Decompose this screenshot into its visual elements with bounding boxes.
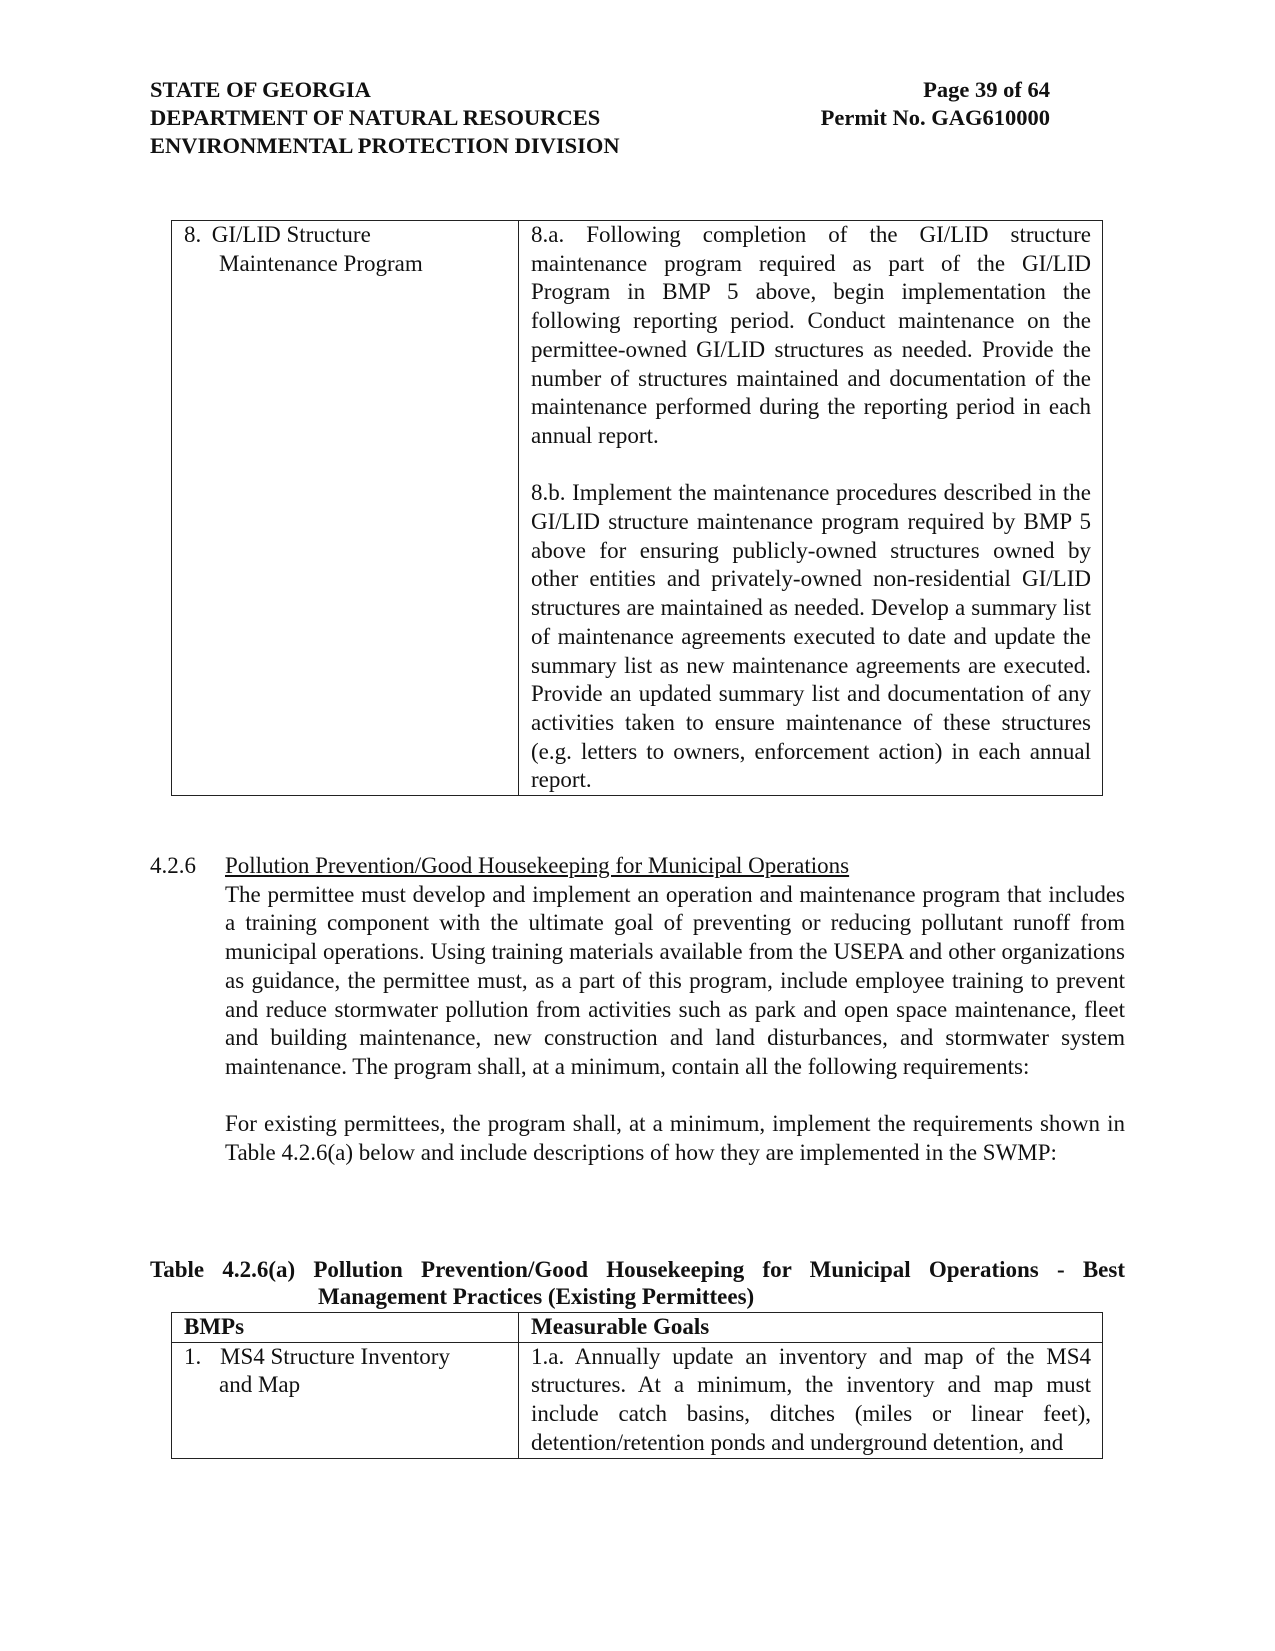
section-4-2-6 [150,852,1125,1168]
header-department: DEPARTMENT OF NATURAL RESOURCES [150,105,601,130]
bmp-number: 8. [184,222,202,247]
goal-8b: 8.b. Implement the maintenance procedures described in the GI/LID structure maintenance program required by BMP 5 above for ensuring publicly-owned structures owned by other entities and privately-owned non-residential GI/LID structures are maintained as needed. Develop a summary list of maintenance agreements executed to date and update the summary list as new maintenance agreements are executed. Provide an updated summary list and documentation of any activities taken to ensure maintenance of these structures (e.g. letters to owners, enforcement action) in each annual report. [531,480,1091,793]
permit-number: Permit No. GAG610000 [820,105,1050,130]
table-row [172,1342,1103,1458]
column-header-measurable-goals: Measurable Goals [519,1313,1103,1343]
section-heading [150,852,1125,881]
bmp-name-line1: GI/LID Structure [211,222,371,247]
bmp-name-line2: and Map [219,1372,301,1398]
section-body [225,881,1125,1168]
header-row-3 [150,132,1050,160]
bmp-cell [172,1342,519,1458]
section-number: 4.2.6 [150,853,196,878]
header-row-2 [150,104,1050,132]
bmp-number: 1. [184,1343,202,1369]
header-row-1 [150,76,1050,104]
section-paragraph-1: The permittee must develop and implement an operation and maintenance program that includes a training component with the ultimate goal of preventing or reducing pollutant runoff from municipal operations. Using training materials available from the USEPA and other organizations as guidance, the permittee must, as a part of this program, include employee training to prevent and reduce stormwater pollution from activities such as park and open space maintenance, fleet and building maintenance, new construction and land disturbances, and stormwater system maintenance. The program shall, at a minimum, contain all the following requirements: [225,881,1125,1079]
section-paragraph-2: For existing permittees, the program shall, at a minimum, implement the requirements shown in Table 4.2.6(a) below and include descriptions of how they are implemented in the SWMP: [225,1111,1125,1166]
bmp-table-existing-permittees [171,1312,1103,1459]
page-header [150,76,1050,160]
bmp-table-continued [171,220,1103,796]
goal-1a: 1.a. Annually update an inventory and map of the MS4 structures. At a minimum, the inventory and map must include catch basins, ditches (miles or linear feet), detention/retention ponds and underground detention, and [531,1343,1091,1455]
bmp-cell [172,221,519,796]
goal-8a: 8.a. Following completion of the GI/LID structure maintenance program required as part of the GI/LID Program in BMP 5 above, begin implementation the following reporting period. Conduct maintenance on the permittee-owned GI/LID structures as needed. Provide the number of structures maintained and documentation of the maintenance performed during the reporting period in each annual report. [531,222,1091,448]
measurable-goals-cell [519,221,1103,796]
table-caption [150,1256,1125,1310]
table-header-row [172,1313,1103,1343]
header-state: STATE OF GEORGIA [150,77,371,102]
bmp-name-line2: Maintenance Program [219,250,423,276]
page-number: Page 39 of 64 [923,77,1050,102]
caption-line-2: Management Practices (Existing Permittees) [318,1284,755,1309]
section-title: Pollution Prevention/Good Housekeeping for Municipal Operations [225,853,850,878]
measurable-goals-cell [519,1342,1103,1458]
column-header-bmps: BMPs [172,1313,519,1343]
bmp-name-line1: MS4 Structure Inventory [220,1343,450,1369]
caption-line-1: Table 4.2.6(a) Pollution Prevention/Good Housekeeping for Municipal Operations - Best [150,1257,1125,1282]
header-division: ENVIRONMENTAL PROTECTION DIVISION [150,133,620,158]
table-row [172,221,1103,796]
